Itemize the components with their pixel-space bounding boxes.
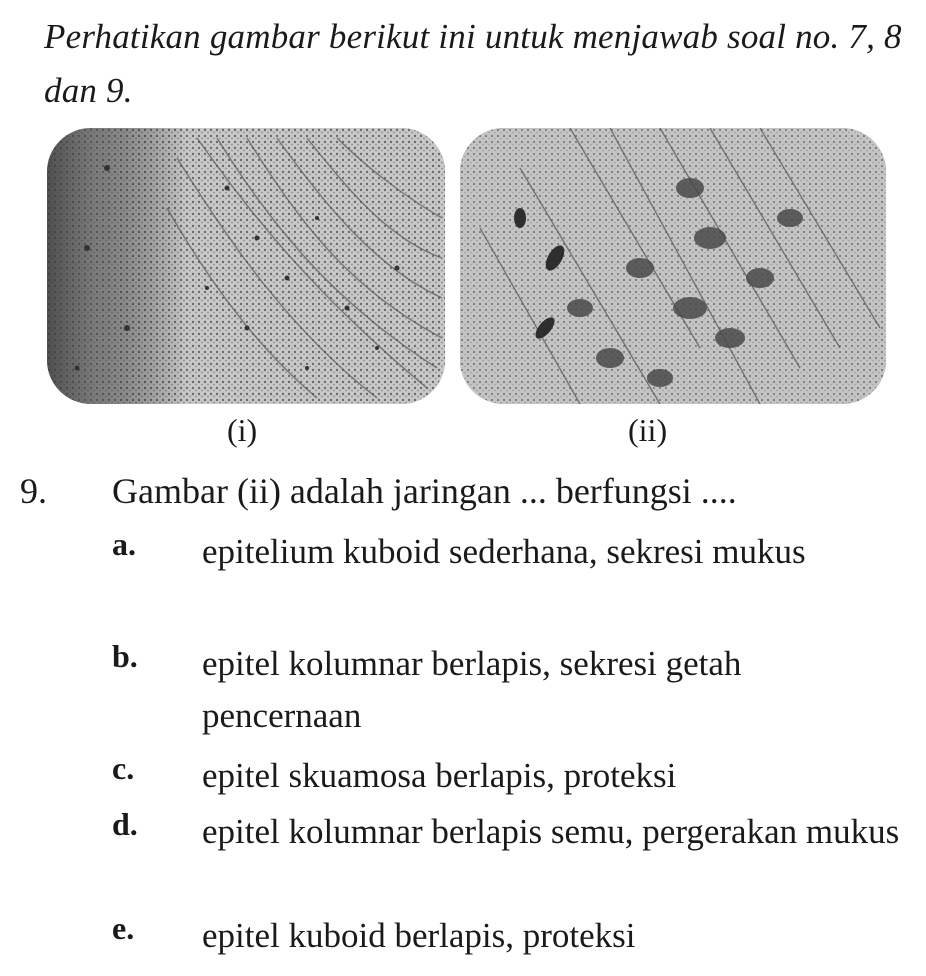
tissue-micrograph-i	[47, 128, 445, 404]
question-number: 9.	[20, 471, 47, 511]
option-text: epitel kolumnar berlapis semu, pergerakan mukus	[202, 812, 900, 851]
figure-caption-ii: (ii)	[628, 412, 668, 448]
figure-caption-i: (i)	[227, 412, 258, 448]
option-text: epitelium kuboid sederhana, sekresi mukus	[202, 532, 806, 571]
question-text: Gambar (ii) adalah jaringan ... berfungsi ....	[112, 471, 737, 511]
option-letter: c.	[112, 750, 135, 786]
intro-instruction: Perhatikan gambar berikut ini untuk menjawab soal no. 7, 8 dan 9.	[44, 17, 902, 110]
option-letter: b.	[112, 638, 138, 674]
option-text: epitel kolumnar berlapis, sekresi getah pencernaan	[202, 644, 742, 735]
option-text: epitel skuamosa berlapis, proteksi	[202, 756, 677, 795]
option-letter: a.	[112, 526, 136, 562]
option-letter: d.	[112, 806, 138, 842]
option-text: epitel kuboid berlapis, proteksi	[202, 916, 636, 955]
option-letter: e.	[112, 910, 135, 946]
tissue-micrograph-ii	[460, 128, 886, 404]
